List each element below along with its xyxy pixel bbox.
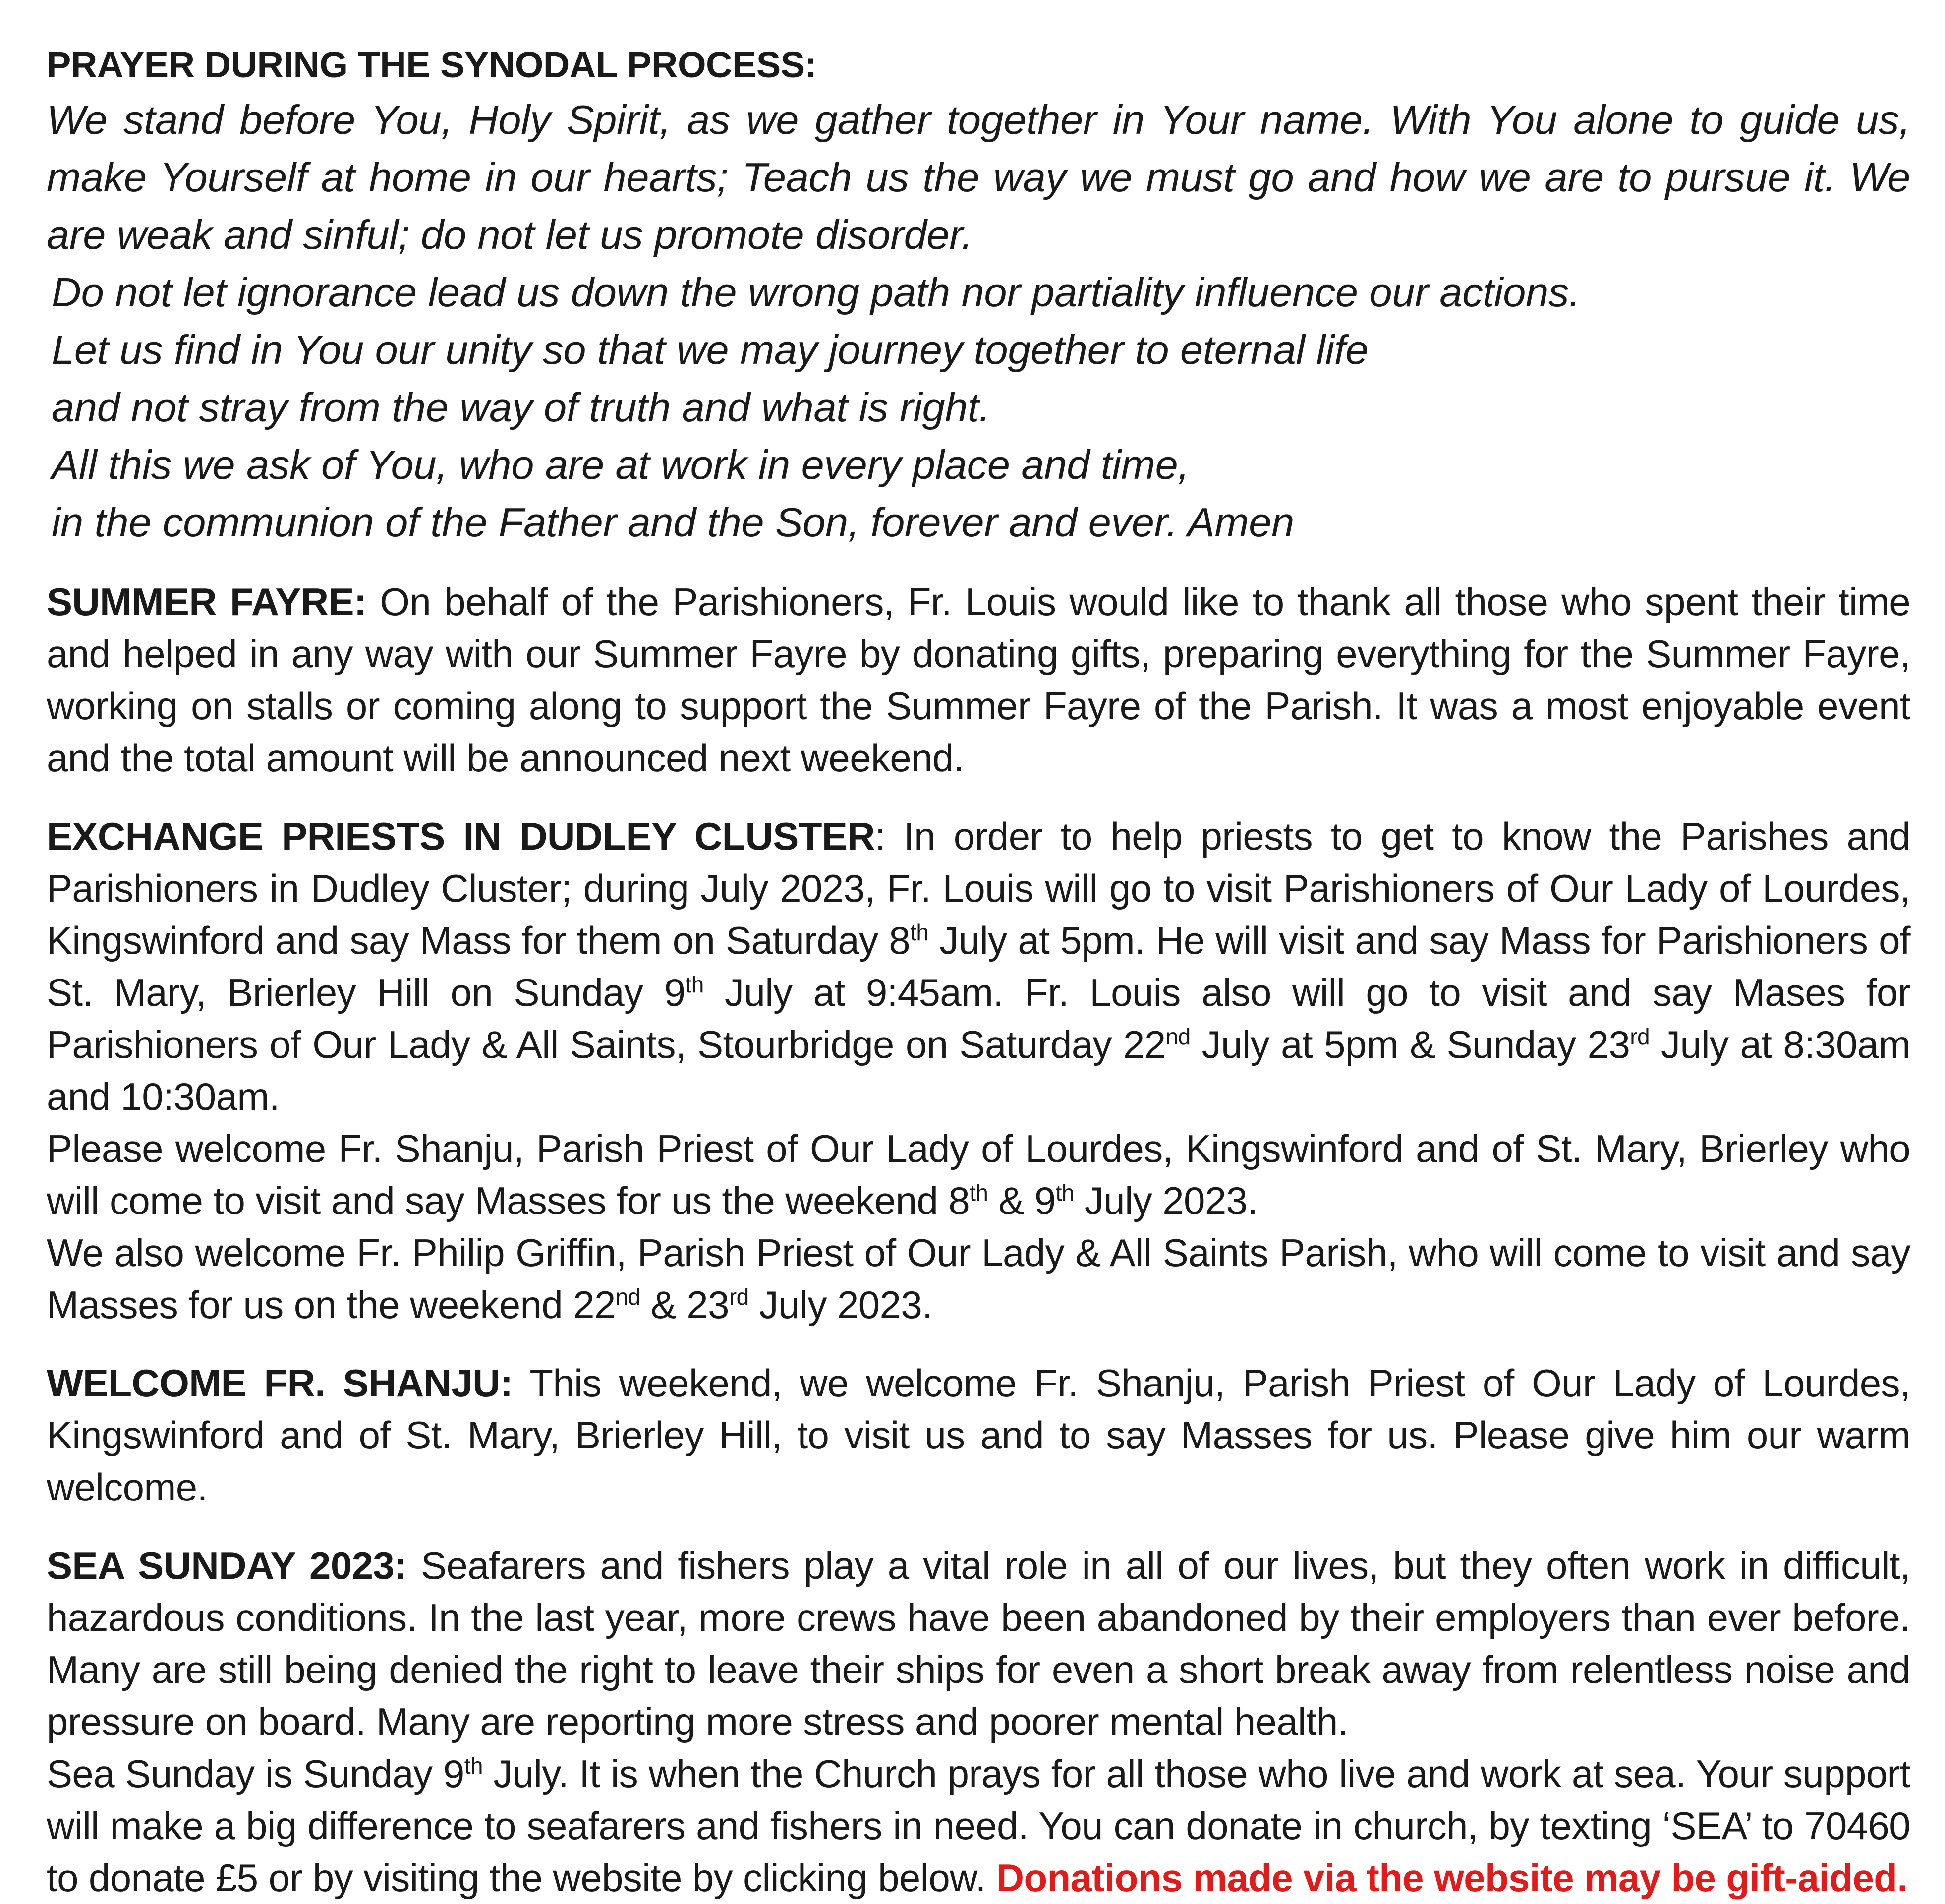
welcome-griffin-visit-notice (47, 1227, 1910, 1331)
gift-aid-note: Donations made via the website may be gift-aided. (996, 1856, 1908, 1900)
exchange-priests-text: July 2023. (748, 1283, 933, 1327)
sea-sunday-text: Seafarers and fishers play a vital role in all of our lives, but they often work in difficult, hazardous conditions. In the last year, more crews have been abandoned by their employers than ever before. Many are still being denied the right to leave their ships for even a short break away from relentless noise and pressure on board. Many are reporting more stress and poorer mental health. (47, 1544, 1910, 1743)
exchange-priests-text: & 23 (640, 1283, 729, 1327)
summer-fayre-notice (47, 576, 1910, 784)
ordinal-suffix: th (1055, 1180, 1074, 1206)
exchange-priests-heading: EXCHANGE PRIESTS IN DUDLEY CLUSTER (47, 814, 875, 858)
newsletter-content (47, 39, 1910, 1904)
ordinal-suffix: th (910, 920, 929, 945)
welcome-shanju-visit-notice (47, 1123, 1910, 1227)
sea-sunday-heading: SEA SUNDAY 2023: (47, 1544, 407, 1587)
exchange-priests-text: July 2023. (1074, 1179, 1258, 1222)
prayer-title: PRAYER DURING THE SYNODAL PROCESS: (47, 44, 817, 85)
sea-sunday-text: Sea Sunday is Sunday 9 (47, 1752, 464, 1795)
sea-sunday-notice (47, 1540, 1910, 1748)
welcome-shanju-heading: WELCOME FR. SHANJU: (47, 1361, 513, 1405)
exchange-priests-text: Please welcome Fr. Shanju, Parish Priest of Our Lady of Lourdes, Kingswinford and of St. Mary, Brierley who will come to visit and say Masses for us the weekend 8 (47, 1127, 1910, 1222)
sea-sunday-text: July. It is when the Church prays for all those who live and work at sea. Your support will make a big difference to seafarers and fishers in need. You can donate in church, by texting ‘SEA’ to 70460 to donate £5 or by visiting the website by clicking below. (47, 1752, 1910, 1900)
welcome-shanju-text: This weekend, we welcome Fr. Shanju, Parish Priest of Our Lady of Lourdes, Kingswinford and of St. Mary, Brierley Hill, to visit us and to say Masses for us. Please give him our warm welcome. (47, 1361, 1910, 1509)
ordinal-suffix: th (464, 1753, 483, 1779)
prayer-line: and not stray from the way of truth and what is right. (52, 384, 990, 430)
prayer-paragraph: We stand before You, Holy Spirit, as we gather together in Your name. With You alone to guide us, make Yourself at home in our hearts; Teach us the way we must go and how we are to pursue it. We are weak and sinful; do not let us promote disorder. (47, 97, 1910, 258)
ordinal-suffix: th (970, 1180, 988, 1206)
prayer-line: in the communion of the Father and the Son, forever and ever. Amen (52, 499, 1294, 545)
summer-fayre-text: On behalf of the Parishioners, Fr. Louis would like to thank all those who spent their time and helped in any way with our Summer Fayre by donating gifts, preparing everything for the Summer Fayre, working on stalls or coming along to support the Summer Fayre of the Parish. It was a most enjoyable event and the total amount will be announced next weekend. (47, 580, 1910, 780)
prayer-line: Do not let ignorance lead us down the wrong path nor partiality influence our actions. (52, 269, 1580, 315)
prayer-line: Let us find in You our unity so that we may journey together to eternal life (52, 327, 1369, 373)
summer-fayre-heading: SUMMER FAYRE: (47, 580, 367, 624)
prayer-line: All this we ask of You, who are at work in every place and time, (52, 442, 1190, 488)
ordinal-suffix: nd (615, 1284, 640, 1310)
welcome-shanju-notice (47, 1357, 1910, 1513)
ordinal-suffix: rd (1630, 1024, 1650, 1049)
exchange-priests-text: July at 9:45am. Fr. Louis also will go to visit and say Mases for Parishioners of Our Lady & All Saints, Stourbridge on Saturday 22 (47, 971, 1910, 1066)
sea-sunday-donation-notice (47, 1748, 1910, 1904)
exchange-priests-text: July at 8:30am and 10:30am. (47, 1023, 1910, 1118)
exchange-priests-text: & 9 (988, 1179, 1056, 1222)
exchange-priests-notice (47, 810, 1910, 1123)
ordinal-suffix: th (685, 972, 704, 997)
exchange-priests-text: July at 5pm & Sunday 23 (1190, 1023, 1630, 1066)
exchange-priests-text: July at 5pm. He will visit and say Mass for Parishioners of St. Mary, Brierley Hill on Sunday 9 (47, 919, 1910, 1014)
exchange-priests-text: : In order to help priests to get to know the Parishes and Parishioners in Dudley Cluster; during July 2023, Fr. Louis will go to visit Parishioners of Our Lady of Lourdes, Kingswinford and say Mass for them on Saturday 8 (47, 814, 1910, 962)
prayer-section (47, 39, 1910, 551)
exchange-priests-text: We also welcome Fr. Philip Griffin, Parish Priest of Our Lady & All Saints Parish, who will come to visit and say Masses for us on the weekend 22 (47, 1231, 1910, 1327)
ordinal-suffix: nd (1165, 1024, 1191, 1049)
ordinal-suffix: rd (729, 1284, 749, 1310)
